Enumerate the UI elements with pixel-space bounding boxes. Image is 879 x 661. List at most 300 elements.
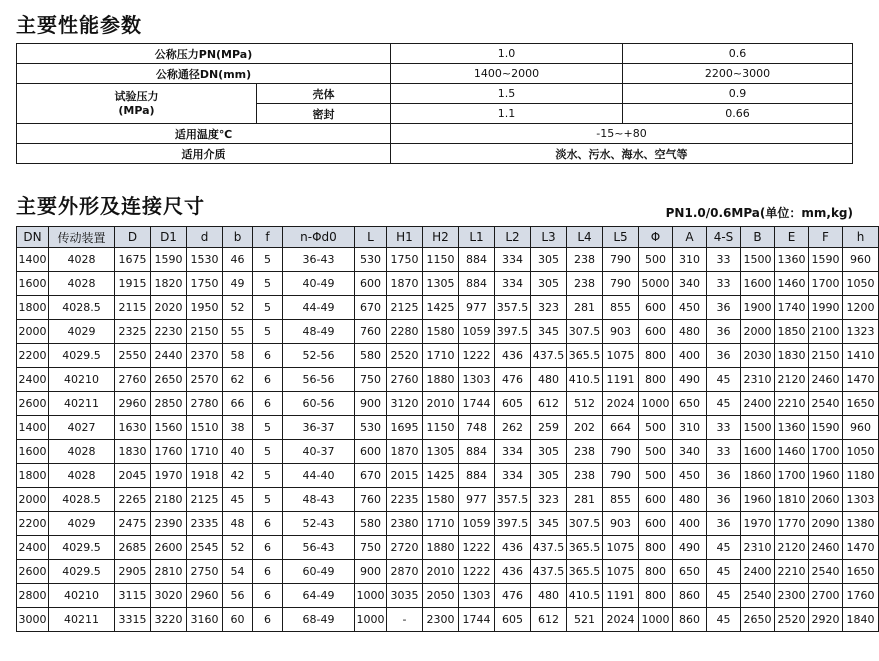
table-cell: 6 <box>253 368 283 392</box>
table-cell: 2120 <box>775 536 809 560</box>
table-cell: 397.5 <box>495 320 531 344</box>
table-cell: 397.5 <box>495 512 531 536</box>
table-cell: 238 <box>567 272 603 296</box>
table-cell: 1744 <box>459 392 495 416</box>
table-row <box>17 44 853 64</box>
table-cell: 5 <box>253 272 283 296</box>
table-cell: 2180 <box>151 488 187 512</box>
table-cell: 1840 <box>843 608 879 632</box>
table-cell: 884 <box>459 248 495 272</box>
table-cell: 1600 <box>741 272 775 296</box>
table-cell: 1600 <box>17 440 49 464</box>
table-cell: 670 <box>355 464 387 488</box>
table-cell: 600 <box>639 320 673 344</box>
table-cell: 36 <box>707 296 741 320</box>
table-cell: 480 <box>531 368 567 392</box>
table-cell: 1400 <box>17 248 49 272</box>
table-cell: 476 <box>495 368 531 392</box>
column-header: L4 <box>567 227 603 248</box>
table-cell: 4029 <box>49 512 115 536</box>
table-cell: 2800 <box>17 584 49 608</box>
table-cell: 1830 <box>115 440 151 464</box>
table-cell: 3220 <box>151 608 187 632</box>
table-cell: 1900 <box>741 296 775 320</box>
table-cell: 3020 <box>151 584 187 608</box>
table-cell: 4029.5 <box>49 560 115 584</box>
table-cell: 45 <box>223 488 253 512</box>
table-cell: 2540 <box>741 584 775 608</box>
table-row <box>17 248 879 272</box>
table-cell: 1710 <box>423 512 459 536</box>
table-cell: 4029.5 <box>49 536 115 560</box>
table-cell: 1760 <box>151 440 187 464</box>
table-cell: 365.5 <box>567 560 603 584</box>
table-cell: 307.5 <box>567 512 603 536</box>
table-cell: 1180 <box>843 464 879 488</box>
medium-label: 适用介质 <box>17 144 391 164</box>
table-cell: 1700 <box>775 464 809 488</box>
temp-value: -15~+80 <box>391 124 853 144</box>
table-cell: 345 <box>531 512 567 536</box>
table-cell: 2460 <box>809 368 843 392</box>
table-cell: 4027 <box>49 416 115 440</box>
table-cell: 56-43 <box>283 536 355 560</box>
column-header: DN <box>17 227 49 248</box>
table-cell: 2265 <box>115 488 151 512</box>
table-cell: 1710 <box>423 344 459 368</box>
table-cell: 580 <box>355 344 387 368</box>
table-cell: 855 <box>603 488 639 512</box>
table-cell: 1510 <box>187 416 223 440</box>
table-cell: 2060 <box>809 488 843 512</box>
table-cell: 4028 <box>49 464 115 488</box>
table-cell: 2235 <box>387 488 423 512</box>
table-cell: 5 <box>253 464 283 488</box>
table-cell: 1191 <box>603 368 639 392</box>
table-cell: 2380 <box>387 512 423 536</box>
table-cell: 1000 <box>639 608 673 632</box>
table-cell: 1303 <box>843 488 879 512</box>
table-cell: 36 <box>707 344 741 368</box>
table-cell: 1500 <box>741 416 775 440</box>
table-cell: 1075 <box>603 344 639 368</box>
table-cell: 1918 <box>187 464 223 488</box>
table-cell: 2125 <box>387 296 423 320</box>
table-cell: 68-49 <box>283 608 355 632</box>
table-cell: 44-40 <box>283 464 355 488</box>
table-cell: 6 <box>253 512 283 536</box>
table-cell: 800 <box>639 560 673 584</box>
table-cell: 56 <box>223 584 253 608</box>
table-cell: 3035 <box>387 584 423 608</box>
table-cell: 2210 <box>775 392 809 416</box>
page-title-performance: 主要性能参数 <box>16 13 142 37</box>
table-cell: 6 <box>253 392 283 416</box>
table-cell: 2090 <box>809 512 843 536</box>
table-row <box>17 440 879 464</box>
table-cell: 436 <box>495 536 531 560</box>
table-cell: 55 <box>223 320 253 344</box>
table-cell: 2115 <box>115 296 151 320</box>
table-cell: 2850 <box>151 392 187 416</box>
table-cell: 1675 <box>115 248 151 272</box>
table-row <box>17 536 879 560</box>
dn-value: 1400~2000 <box>391 64 623 84</box>
table-cell: 42 <box>223 464 253 488</box>
table-cell: 650 <box>673 392 707 416</box>
table-cell: 900 <box>355 392 387 416</box>
table-cell: 2520 <box>775 608 809 632</box>
table-cell: 860 <box>673 584 707 608</box>
table-cell: 2020 <box>151 296 187 320</box>
table-cell: 33 <box>707 440 741 464</box>
table-cell: 1222 <box>459 536 495 560</box>
shell-label: 壳体 <box>257 84 391 104</box>
dn-label: 公称通径DN(mm) <box>17 64 391 84</box>
table-cell: 52-56 <box>283 344 355 368</box>
table-row <box>17 320 879 344</box>
table-cell: 45 <box>707 560 741 584</box>
table-cell: 1770 <box>775 512 809 536</box>
table-cell: 4028 <box>49 440 115 464</box>
table-cell: 2545 <box>187 536 223 560</box>
table-cell: 1530 <box>187 248 223 272</box>
table-cell: 2400 <box>741 392 775 416</box>
table-cell: 977 <box>459 488 495 512</box>
table-cell: 480 <box>673 320 707 344</box>
table-cell: 750 <box>355 536 387 560</box>
table-cell: 66 <box>223 392 253 416</box>
table-cell: 1075 <box>603 560 639 584</box>
table-cell: 45 <box>707 392 741 416</box>
table-cell: 903 <box>603 512 639 536</box>
table-cell: 5 <box>253 488 283 512</box>
table-cell: 45 <box>707 536 741 560</box>
table-cell: 2030 <box>741 344 775 368</box>
table-cell: 2650 <box>741 608 775 632</box>
table-cell: 1425 <box>423 296 459 320</box>
table-cell: 40-49 <box>283 272 355 296</box>
table-cell: 2400 <box>17 368 49 392</box>
table-cell: 2540 <box>809 560 843 584</box>
table-cell: 33 <box>707 416 741 440</box>
table-cell: 2230 <box>151 320 187 344</box>
table-cell: 2460 <box>809 536 843 560</box>
table-cell: 44-49 <box>283 296 355 320</box>
table-cell: 2920 <box>809 608 843 632</box>
table-cell: 52 <box>223 536 253 560</box>
table-cell: 3120 <box>387 392 423 416</box>
table-cell: 5 <box>253 416 283 440</box>
table-cell: 334 <box>495 272 531 296</box>
table-cell: 334 <box>495 440 531 464</box>
table-cell: 2000 <box>17 320 49 344</box>
table-cell: 38 <box>223 416 253 440</box>
table-cell: 1460 <box>775 272 809 296</box>
pn-value: 1.0 <box>391 44 623 64</box>
table-row <box>17 416 879 440</box>
table-cell: 1400 <box>17 416 49 440</box>
table-row <box>17 464 879 488</box>
table-cell: 1050 <box>843 440 879 464</box>
table-cell: 36 <box>707 512 741 536</box>
table-row <box>17 368 879 392</box>
table-cell: 1059 <box>459 320 495 344</box>
table-cell: 605 <box>495 392 531 416</box>
table-cell: 1303 <box>459 584 495 608</box>
table-cell: 760 <box>355 320 387 344</box>
table-cell: 334 <box>495 464 531 488</box>
table-cell: 323 <box>531 488 567 512</box>
shell-value: 0.9 <box>623 84 853 104</box>
table-cell: 3000 <box>17 608 49 632</box>
table-cell: 1850 <box>775 320 809 344</box>
table-cell: 410.5 <box>567 368 603 392</box>
table-cell: 1305 <box>423 272 459 296</box>
table-cell: 437.5 <box>531 560 567 584</box>
table-cell: 4029.5 <box>49 344 115 368</box>
table-cell: 1560 <box>151 416 187 440</box>
table-cell: 2150 <box>187 320 223 344</box>
table-cell: 56-56 <box>283 368 355 392</box>
table-cell: 305 <box>531 248 567 272</box>
table-cell: 670 <box>355 296 387 320</box>
table-cell: 6 <box>253 608 283 632</box>
table-cell: 2310 <box>741 536 775 560</box>
table-cell: 2280 <box>387 320 423 344</box>
table-row <box>17 584 879 608</box>
table-cell: 2390 <box>151 512 187 536</box>
table-cell: 2720 <box>387 536 423 560</box>
table-cell: 1970 <box>741 512 775 536</box>
table-cell: 46 <box>223 248 253 272</box>
table-cell: 2700 <box>809 584 843 608</box>
table-cell: 1960 <box>741 488 775 512</box>
table-cell: 1744 <box>459 608 495 632</box>
table-row <box>17 512 879 536</box>
table-cell: 2905 <box>115 560 151 584</box>
table-cell: 1303 <box>459 368 495 392</box>
medium-value: 淡水、污水、海水、空气等 <box>391 144 853 164</box>
table-cell: 2750 <box>187 560 223 584</box>
table-cell: 1425 <box>423 464 459 488</box>
table-cell: 1150 <box>423 416 459 440</box>
table-cell: 580 <box>355 512 387 536</box>
table-cell: 40-37 <box>283 440 355 464</box>
table-cell: 800 <box>639 584 673 608</box>
table-cell: 45 <box>707 368 741 392</box>
table-cell: 2150 <box>809 344 843 368</box>
table-cell: 1750 <box>387 248 423 272</box>
column-header: h <box>843 227 879 248</box>
column-header: f <box>253 227 283 248</box>
table-cell: 400 <box>673 512 707 536</box>
table-cell: 960 <box>843 416 879 440</box>
table-cell: 2045 <box>115 464 151 488</box>
table-cell: 2600 <box>151 536 187 560</box>
table-cell: 52-43 <box>283 512 355 536</box>
table-cell: 884 <box>459 440 495 464</box>
table-cell: 40210 <box>49 584 115 608</box>
table-cell: 1800 <box>17 464 49 488</box>
table-cell: 48 <box>223 512 253 536</box>
table-cell: 2000 <box>17 488 49 512</box>
table-cell: 40210 <box>49 368 115 392</box>
table-cell: 437.5 <box>531 536 567 560</box>
table-cell: 281 <box>567 296 603 320</box>
table-cell: 36 <box>707 464 741 488</box>
column-header: F <box>809 227 843 248</box>
table-row <box>17 84 853 104</box>
table-cell: 800 <box>639 344 673 368</box>
table-cell: 884 <box>459 272 495 296</box>
table-cell: 2210 <box>775 560 809 584</box>
table-cell: 2520 <box>387 344 423 368</box>
table-cell: 305 <box>531 440 567 464</box>
column-header: B <box>741 227 775 248</box>
table-cell: 1960 <box>809 464 843 488</box>
table-cell: 900 <box>355 560 387 584</box>
table-cell: 2960 <box>115 392 151 416</box>
table-cell: 410.5 <box>567 584 603 608</box>
table-cell: 365.5 <box>567 344 603 368</box>
table-cell: 4028 <box>49 272 115 296</box>
table-cell: 530 <box>355 416 387 440</box>
table-cell: 6 <box>253 536 283 560</box>
column-header: n-Φd0 <box>283 227 355 248</box>
table-cell: 790 <box>603 464 639 488</box>
table-cell: 62 <box>223 368 253 392</box>
table-cell: 450 <box>673 296 707 320</box>
table-cell: 1000 <box>355 584 387 608</box>
table-cell: 1470 <box>843 368 879 392</box>
column-header: L5 <box>603 227 639 248</box>
table-cell: 2570 <box>187 368 223 392</box>
temp-label: 适用温度℃ <box>17 124 391 144</box>
table-cell: 45 <box>707 584 741 608</box>
table-cell: 60-49 <box>283 560 355 584</box>
table-cell: 238 <box>567 440 603 464</box>
table-cell: 2760 <box>115 368 151 392</box>
table-cell: 664 <box>603 416 639 440</box>
column-header: 传动装置 <box>49 227 115 248</box>
table-cell: 2015 <box>387 464 423 488</box>
table-cell: 5000 <box>639 272 673 296</box>
table-cell: 1075 <box>603 536 639 560</box>
table-cell: 1500 <box>741 248 775 272</box>
table-cell: 36 <box>707 320 741 344</box>
table-cell: 1470 <box>843 536 879 560</box>
table-cell: 790 <box>603 440 639 464</box>
table-cell: 2870 <box>387 560 423 584</box>
table-cell: 1750 <box>187 272 223 296</box>
table-cell: 600 <box>639 296 673 320</box>
column-header: Φ <box>639 227 673 248</box>
table-cell: 2310 <box>741 368 775 392</box>
table-cell: 1990 <box>809 296 843 320</box>
table-cell: 45 <box>707 608 741 632</box>
column-header: D1 <box>151 227 187 248</box>
table-cell: 500 <box>639 416 673 440</box>
table-cell: 1360 <box>775 416 809 440</box>
table-cell: 2010 <box>423 392 459 416</box>
table-cell: 1830 <box>775 344 809 368</box>
table-cell: 2400 <box>17 536 49 560</box>
table-cell: 1870 <box>387 272 423 296</box>
seal-value: 0.66 <box>623 104 853 124</box>
table-cell: 748 <box>459 416 495 440</box>
table-cell: 600 <box>639 512 673 536</box>
table-cell: 307.5 <box>567 320 603 344</box>
table-cell: 2024 <box>603 392 639 416</box>
table-cell: 1700 <box>809 440 843 464</box>
table-cell: 36 <box>707 488 741 512</box>
table-cell: 1740 <box>775 296 809 320</box>
table-cell: 1970 <box>151 464 187 488</box>
table-cell: 334 <box>495 248 531 272</box>
table-row <box>17 144 853 164</box>
table-cell: 1000 <box>355 608 387 632</box>
table-cell: 521 <box>567 608 603 632</box>
table-cell: 6 <box>253 560 283 584</box>
table-cell: 1820 <box>151 272 187 296</box>
table-cell: 4028.5 <box>49 488 115 512</box>
table-cell: 40 <box>223 440 253 464</box>
table-cell: 1360 <box>775 248 809 272</box>
table-cell: 1050 <box>843 272 879 296</box>
column-header: A <box>673 227 707 248</box>
table-cell: 1222 <box>459 560 495 584</box>
column-header: E <box>775 227 809 248</box>
table-cell: 600 <box>639 488 673 512</box>
column-header: b <box>223 227 253 248</box>
table-cell: 3115 <box>115 584 151 608</box>
table-cell: 357.5 <box>495 296 531 320</box>
table-cell: 2050 <box>423 584 459 608</box>
table-cell: 2125 <box>187 488 223 512</box>
table-cell: 3160 <box>187 608 223 632</box>
table-cell: 1710 <box>187 440 223 464</box>
table-cell: 2024 <box>603 608 639 632</box>
table-cell: 1630 <box>115 416 151 440</box>
pn-value: 0.6 <box>623 44 853 64</box>
table-row <box>17 296 879 320</box>
table-cell: 365.5 <box>567 536 603 560</box>
table-cell: 436 <box>495 560 531 584</box>
table-cell: 1191 <box>603 584 639 608</box>
table-cell: 612 <box>531 608 567 632</box>
table-row <box>17 124 853 144</box>
table-cell: 2600 <box>17 560 49 584</box>
table-cell: 1600 <box>741 440 775 464</box>
table-row <box>17 64 853 84</box>
table-cell: 437.5 <box>531 344 567 368</box>
dimensions-table <box>16 226 879 632</box>
table-cell: 1800 <box>17 296 49 320</box>
table-cell: 1000 <box>639 392 673 416</box>
table-cell: 305 <box>531 464 567 488</box>
table-cell: 1150 <box>423 248 459 272</box>
table-cell: 1590 <box>151 248 187 272</box>
table-cell: 6 <box>253 344 283 368</box>
table-cell: 2100 <box>809 320 843 344</box>
table-cell: 2600 <box>17 392 49 416</box>
table-cell: 48-49 <box>283 320 355 344</box>
table-cell: 238 <box>567 464 603 488</box>
table-cell: 800 <box>639 536 673 560</box>
table-cell: 1059 <box>459 512 495 536</box>
seal-value: 1.1 <box>391 104 623 124</box>
